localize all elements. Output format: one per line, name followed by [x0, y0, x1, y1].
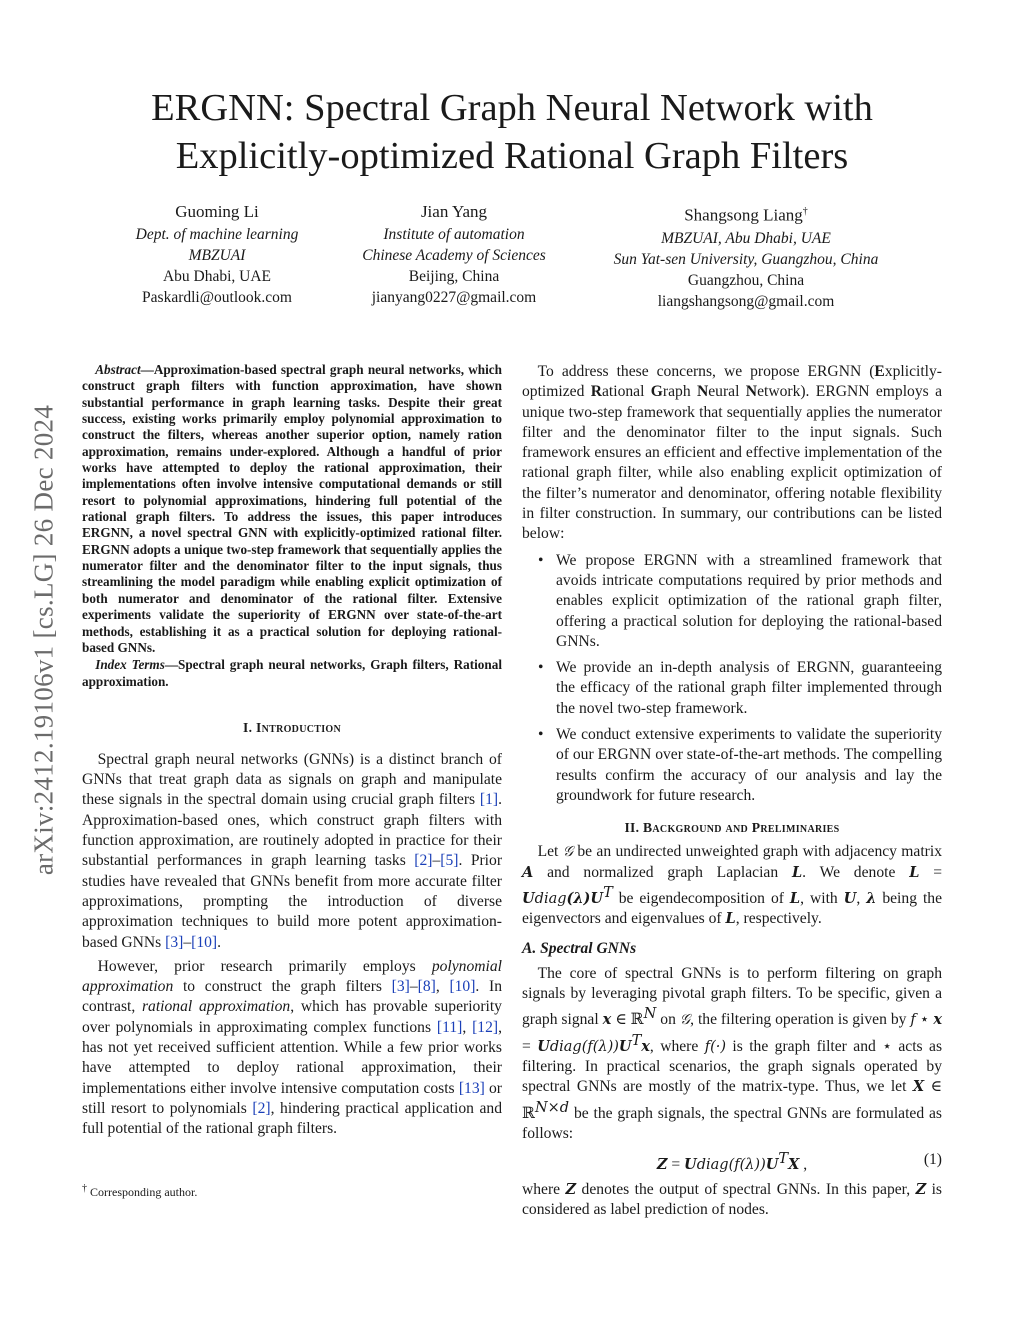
- author-name: Guoming Li: [175, 202, 259, 221]
- citation-link[interactable]: [2]: [252, 1099, 271, 1117]
- citation-link[interactable]: [10]: [449, 978, 476, 996]
- author-name: Jian Yang: [420, 202, 488, 221]
- contribution-item: • We provide an in-depth analysis of ERGNN, guaranteeing the efficacy of the rational graph filter implemented through the novel two-step framework.: [522, 658, 942, 719]
- equation-1: $Z = Udiag(f(\lambda))U^TX$ , (1): [656, 1150, 942, 1173]
- author-affiliation: Institute of automation: [383, 226, 525, 243]
- citation-link[interactable]: [8]: [417, 978, 436, 996]
- author-location: Guangzhou, China: [687, 271, 805, 289]
- subsection-heading-spectral-gnns: A. Spectral GNNs: [522, 939, 637, 957]
- footnote-mark: †: [82, 1183, 87, 1194]
- abstract-lead: Abstract: [95, 362, 141, 377]
- author-email[interactable]: jianyang0227@gmail.com: [371, 289, 537, 306]
- contribution-item: • We propose ERGNN with a streamlined framework that avoids intricate computations required by prior methods and enables explicit optimization of the rational graph filter, offering a practical solution for deploying the rational-based GNNs.: [522, 551, 942, 652]
- author-affiliation: Sun Yat-sen University, Guangzhou, China: [613, 250, 879, 268]
- right-column: [522, 362, 942, 1220]
- citation-link[interactable]: [12]: [472, 1018, 499, 1036]
- citation-link[interactable]: [11]: [436, 1018, 463, 1036]
- footnote-text: Corresponding author.: [90, 1185, 198, 1199]
- citation-link[interactable]: [2]: [414, 852, 433, 870]
- citation-link[interactable]: [13]: [458, 1079, 485, 1097]
- author-affiliation: MBZUAI: [188, 247, 246, 264]
- citation-link[interactable]: [5]: [440, 852, 459, 870]
- left-column: [82, 362, 502, 1140]
- footnote: [82, 1183, 197, 1200]
- paper-title: [80, 84, 944, 180]
- author-affiliation: MBZUAI, Abu Dhabi, UAE: [661, 229, 831, 247]
- citation-link[interactable]: [1]: [479, 791, 499, 809]
- author-2: [362, 200, 546, 308]
- citation-link[interactable]: [3]: [391, 978, 410, 996]
- index-terms-text: —Spectral graph neural networks, Graph filters, Rational approximation.: [82, 657, 502, 689]
- author-email[interactable]: liangshangsong@gmail.com: [657, 292, 835, 310]
- author-location: Abu Dhabi, UAE: [162, 268, 272, 285]
- intro-paragraph-2: However, prior research primarily employs polynomial approximation to construct the graph filters [3]–[8], [10]. In contrast, rational approximation, which has provable superiority over polynomials in approximating complex functions [11], [12], has not yet received sufficient attention. While a few prior works have attempted to deploy rational approximation, their implementations either involve intensive computation costs [13] or still resort to polynomials [2], hindering practical application and full potential of the rational graph filters.: [82, 957, 503, 1138]
- citation-link[interactable]: [10]: [191, 933, 218, 951]
- citation-link[interactable]: [3]: [165, 933, 184, 951]
- equation-number: (1): [923, 1150, 942, 1168]
- author-1: [136, 200, 299, 308]
- spectral-paragraph-2: where Z denotes the output of spectral GNNs. In this paper, Z is considered as label prediction of nodes.: [522, 1180, 942, 1219]
- section-heading-introduction: I. Introduction: [243, 719, 341, 735]
- index-terms: [82, 657, 502, 690]
- intro-paragraph-1: Spectral graph neural networks (GNNs) is a distinct branch of GNNs that treat graph data as signals on graph and manipulate these signals in the spectral domain using crucial graph filters [1]. Approximation-based ones, which construct graph filters with function approximation, are routinely adopted in practice for their substantial performances in graph learning tasks [2]–[5]. Prior studies have revealed that GNNs benefit from more accurate filter approximations, prompting the introduction of diverse approximation techniques to build more potent approximation-based GNNs [3]–[10].: [82, 750, 503, 951]
- author-name: Shangsong Liang: [684, 205, 803, 225]
- arxiv-stamp[interactable]: arXiv:2412.19106v1 [cs.LG] 26 Dec 2024: [28, 404, 59, 876]
- dagger-mark: †: [802, 206, 808, 217]
- title-line-1: ERGNN: Spectral Graph Neural Network with: [151, 87, 873, 129]
- author-affiliation: Chinese Academy of Sciences: [362, 247, 546, 264]
- background-paragraph: Let 𝒢 be an undirected unweighted graph with adjacency matrix A and normalized graph Laplacian L. We denote $L = Udiag(\lambda)U^T$ be eigendecomposition of L, with U, λ being the eigenvectors and eigenvalues of L, respectively.: [522, 843, 943, 928]
- section-heading-background: II. Background and Preliminaries: [624, 820, 840, 836]
- abstract: [82, 362, 502, 656]
- author-affiliation: Dept. of machine learning: [135, 226, 299, 243]
- abstract-text: —Approximation-based spectral graph neural networks, which construct graph filters with function approximation, have shown substantial performance in graph learning tasks. Despite their great success, existing works primarily employ polynomial approximation to construct the filters, whereas another superior option, namely ration approximation, remains under-explored. Although a handful of prior works have attempted to deploy the rational approximation, their implementations often involve intensive computational demands or still resort to polynomial approximations, hindering full potential of the rational graph filters. To address the issues, this paper introduces ERGNN, a novel spectral GNN with explicitly-optimized rational filter. ERGNN adopts a unique two-step framework that sequentially applies the numerator filter and the denominator filter to the input signals, thus streamlining the model paradigm while enabling explicit optimization of both numerator and denominator of the rational filter. Extensive experiments validate the superiority of ERGNN over state-of-the-art methods, establishing it as a practical solution for deploying rational-based GNNs.: [82, 362, 502, 655]
- author-3: [614, 200, 879, 312]
- index-terms-lead: Index Terms: [95, 657, 165, 673]
- contribution-list: [522, 551, 942, 807]
- contribution-item: • We conduct extensive experiments to validate the superiority of our ERGNN over state-of-the-art methods. The compelling results confirm the accuracy of our analysis and lay the groundwork for future research.: [522, 725, 942, 806]
- spectral-paragraph-1: The core of spectral GNNs is to perform filtering on graph signals by leveraging pivotal graph filters. To be specific, given a graph signal x ∈ ℝ$^N$ on 𝒢, the filtering operation is given by f ⋆ $x = Udiag(f(\lambda))U^Tx$, where f(·) is the graph filter and ⋆ acts as filtering. In practical scenarios, the graph signals operated by spectral GNNs are mostly of the matrix-type. Thus, we let X ∈ ℝ$^{N\times d}$ be the graph signals, the spectral GNNs are formulated as follows:: [522, 964, 943, 1143]
- title-line-2: Explicitly-optimized Rational Graph Filters: [175, 135, 849, 177]
- proposal-paragraph: To address these concerns, we propose ERGNN (Explicitly-optimized Rational Graph Neural Network). ERGNN employs a unique two-step framework that sequentially applies the numerator filter and the denominator filter to the input signals. Such framework ensures an efficient and effective implementation of the rational graph filter, while also enabling explicit optimization of the filter’s numerator and denominator, offering notable flexibility in filter construction. In summary, our contributions can be listed below:: [522, 363, 942, 543]
- author-location: Beijing, China: [408, 268, 500, 285]
- author-email[interactable]: Paskardli@outlook.com: [142, 289, 292, 306]
